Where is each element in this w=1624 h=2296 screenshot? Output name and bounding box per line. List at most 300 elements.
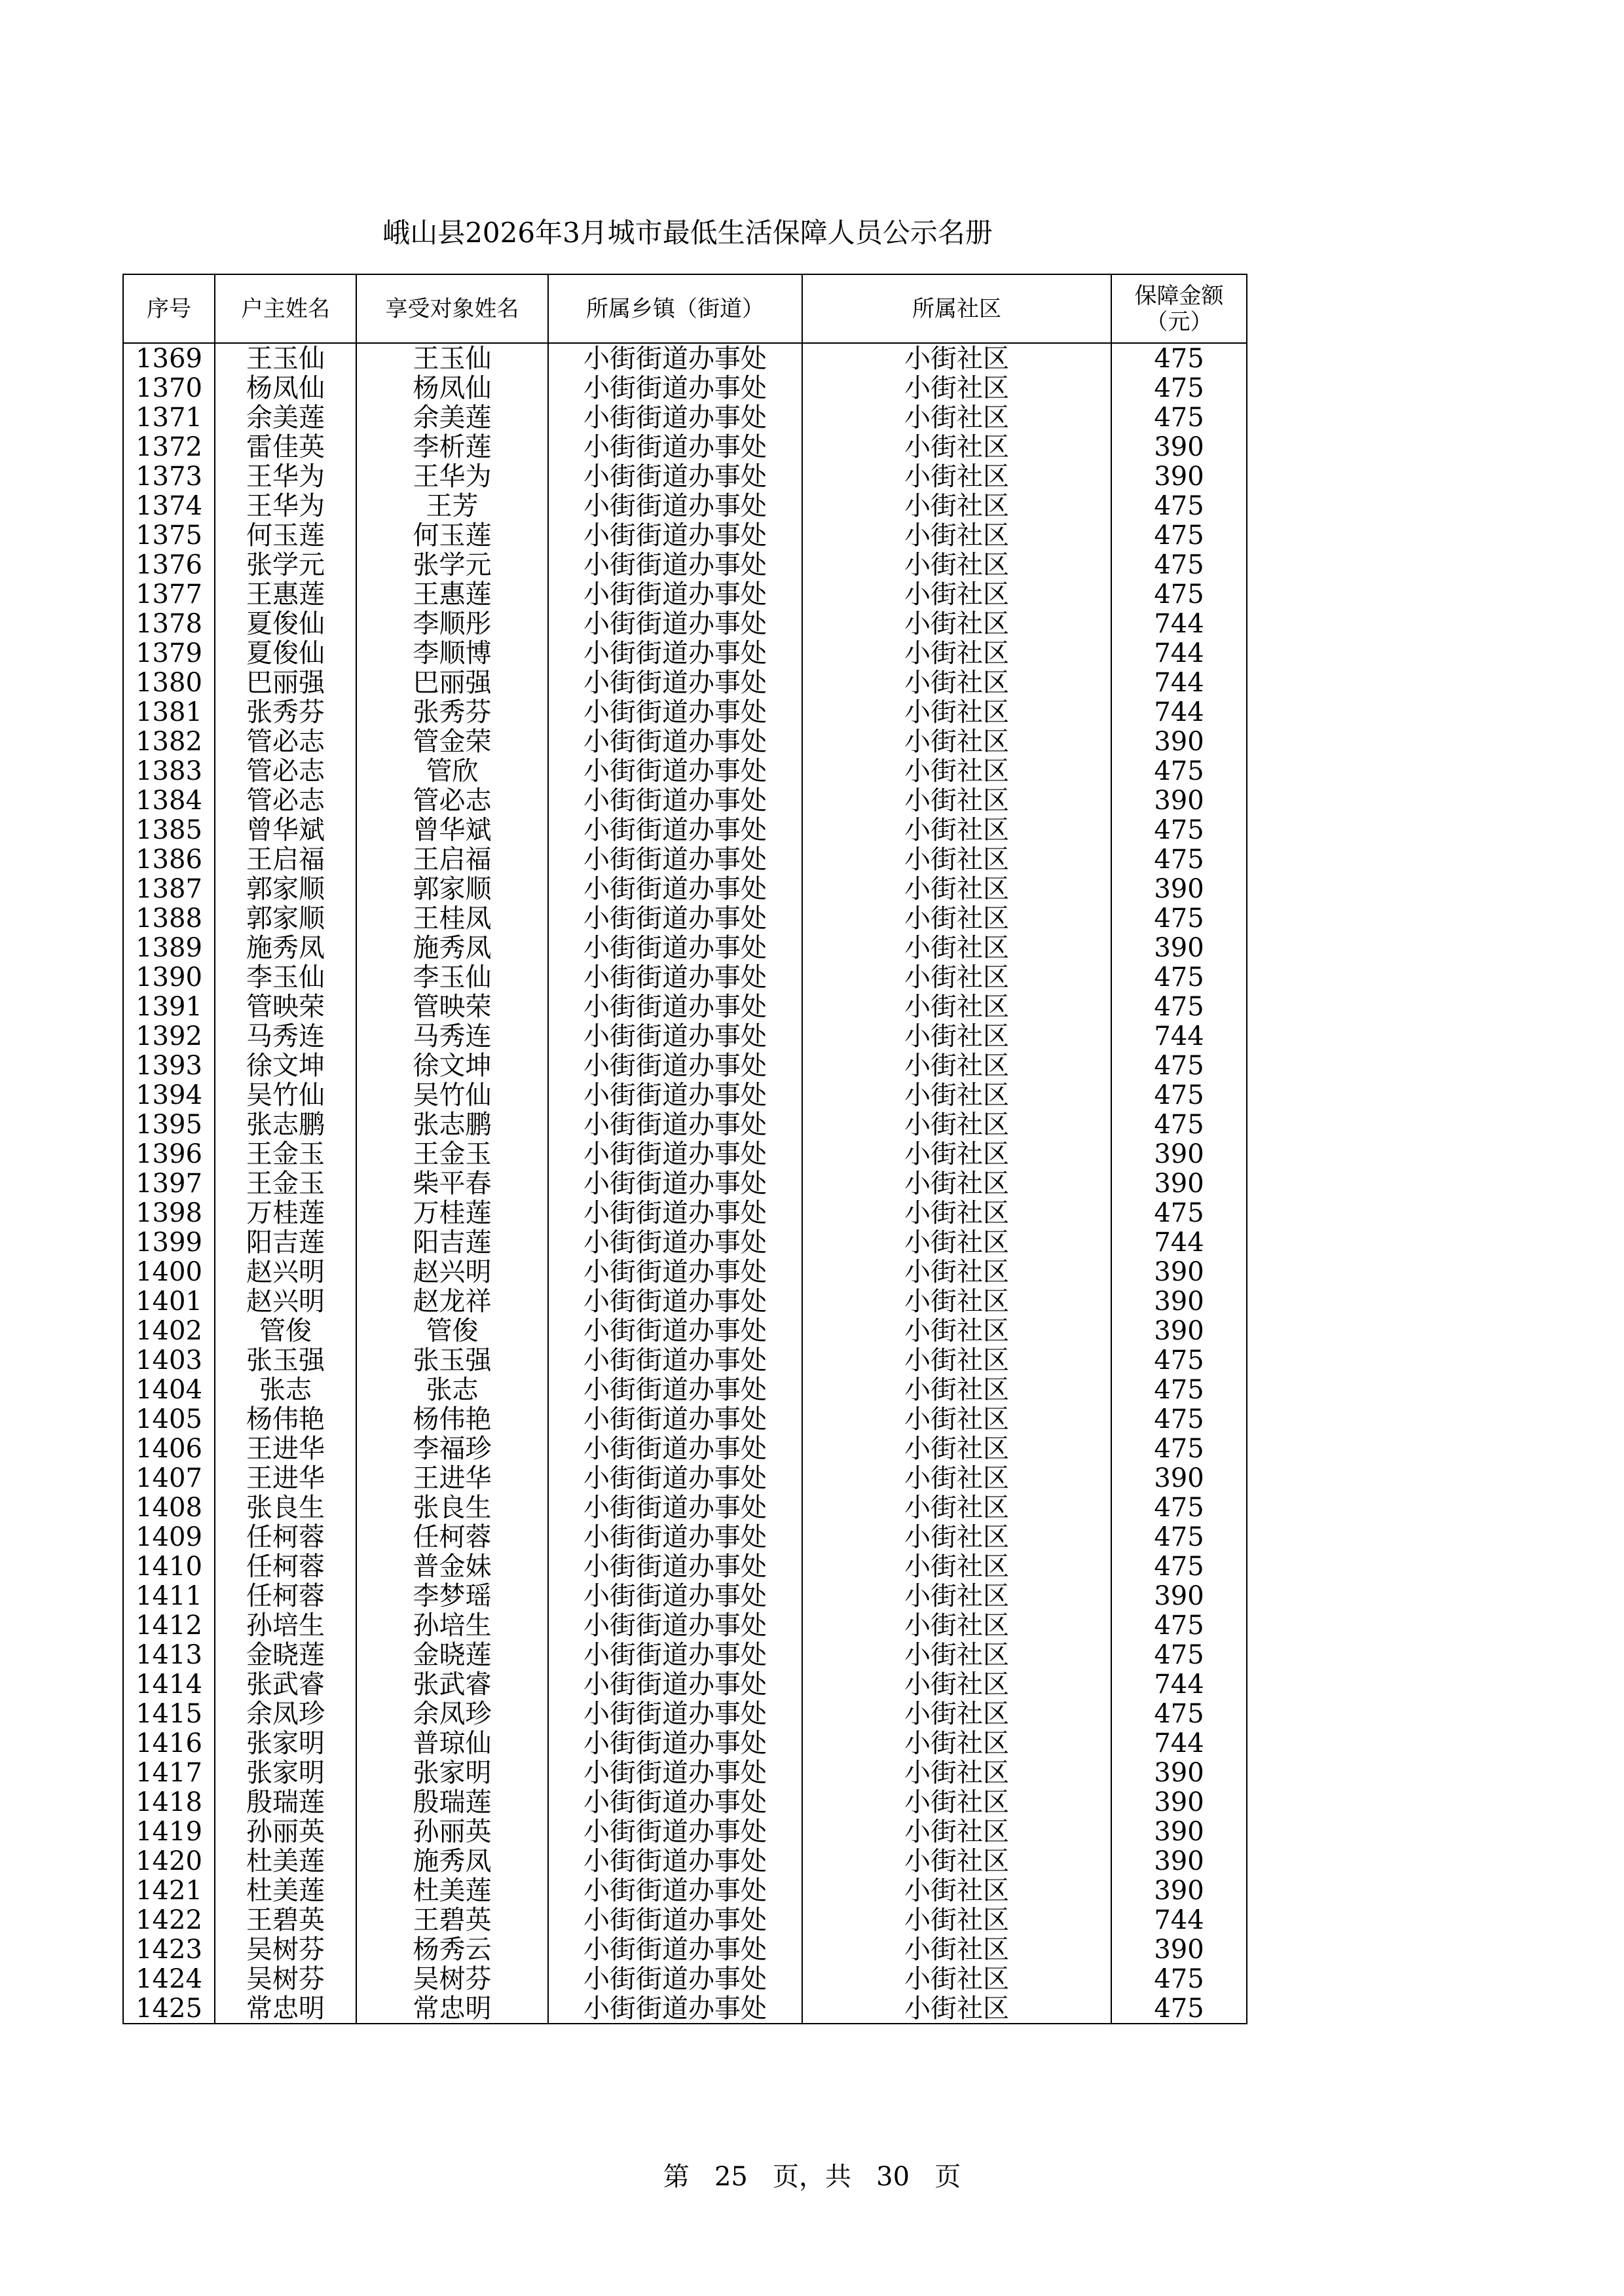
cell-seq: 1378 [123,609,215,638]
cell-seq: 1372 [123,432,215,462]
cell-community: 小街社区 [802,550,1111,579]
cell-beneficiary-name: 李梦瑶 [356,1581,548,1611]
table-row [123,1316,1247,1345]
table-row [123,638,1247,668]
cell-amount: 475 [1111,373,1247,403]
cell-amount: 390 [1111,1787,1247,1817]
cell-head-name: 王华为 [215,491,356,520]
table-row [123,1817,1247,1846]
cell-amount: 475 [1111,550,1247,579]
cell-head-name: 张志鹏 [215,1110,356,1139]
cell-beneficiary-name: 余凤珍 [356,1699,548,1728]
cell-township: 小街街道办事处 [548,1728,802,1758]
cell-township: 小街街道办事处 [548,1404,802,1434]
cell-head-name: 杨凤仙 [215,373,356,403]
cell-community: 小街社区 [802,1257,1111,1286]
table-row [123,1905,1247,1935]
cell-beneficiary-name: 杨秀云 [356,1935,548,1964]
cell-township: 小街街道办事处 [548,1080,802,1110]
table-row [123,1552,1247,1581]
cell-township: 小街街道办事处 [548,992,802,1021]
cell-head-name: 管必志 [215,727,356,756]
cell-amount: 475 [1111,1345,1247,1375]
table-row [123,874,1247,903]
cell-amount: 390 [1111,432,1247,462]
cell-seq: 1387 [123,874,215,903]
cell-head-name: 杜美莲 [215,1876,356,1905]
cell-beneficiary-name: 赵龙祥 [356,1286,548,1316]
table-row [123,1935,1247,1964]
cell-amount: 475 [1111,845,1247,874]
table-row [123,1463,1247,1493]
cell-beneficiary-name: 常忠明 [356,1994,548,2024]
table-row [123,403,1247,432]
cell-township: 小街街道办事处 [548,1198,802,1228]
cell-head-name: 王玉仙 [215,343,356,373]
cell-beneficiary-name: 王金玉 [356,1139,548,1169]
cell-community: 小街社区 [802,403,1111,432]
table-row [123,1758,1247,1787]
table-row [123,786,1247,815]
cell-community: 小街社区 [802,727,1111,756]
cell-beneficiary-name: 施秀凤 [356,933,548,962]
cell-amount: 390 [1111,1876,1247,1905]
cell-beneficiary-name: 杨凤仙 [356,373,548,403]
cell-seq: 1407 [123,1463,215,1493]
cell-community: 小街社区 [802,1493,1111,1522]
cell-beneficiary-name: 金晓莲 [356,1640,548,1669]
cell-township: 小街街道办事处 [548,1876,802,1905]
cell-township: 小街街道办事处 [548,550,802,579]
cell-beneficiary-name: 管映荣 [356,992,548,1021]
cell-amount: 390 [1111,1463,1247,1493]
cell-amount: 390 [1111,1316,1247,1345]
cell-head-name: 王进华 [215,1463,356,1493]
cell-head-name: 杜美莲 [215,1846,356,1876]
cell-head-name: 吴树芬 [215,1964,356,1994]
cell-head-name: 张武睿 [215,1669,356,1699]
col-header-seq: 序号 [123,274,215,343]
footer-suffix: 页 [934,2162,961,2192]
table-row [123,1611,1247,1640]
table-row [123,1994,1247,2024]
footer-page-number: 25 [714,2162,748,2192]
table-row [123,373,1247,403]
cell-community: 小街社区 [802,1139,1111,1169]
cell-beneficiary-name: 郭家顺 [356,874,548,903]
cell-amount: 475 [1111,992,1247,1021]
cell-head-name: 张家明 [215,1758,356,1787]
cell-township: 小街街道办事处 [548,1434,802,1463]
cell-community: 小街社区 [802,1110,1111,1139]
cell-beneficiary-name: 李顺博 [356,638,548,668]
cell-community: 小街社区 [802,1080,1111,1110]
cell-beneficiary-name: 张秀芬 [356,697,548,727]
cell-beneficiary-name: 杜美莲 [356,1876,548,1905]
cell-beneficiary-name: 李顺彤 [356,609,548,638]
cell-community: 小街社区 [802,992,1111,1021]
cell-township: 小街街道办事处 [548,1375,802,1404]
cell-community: 小街社区 [802,1463,1111,1493]
cell-community: 小街社区 [802,1286,1111,1316]
cell-head-name: 张家明 [215,1728,356,1758]
table-row [123,1345,1247,1375]
cell-community: 小街社区 [802,874,1111,903]
cell-community: 小街社区 [802,1552,1111,1581]
cell-beneficiary-name: 王桂凤 [356,903,548,933]
cell-community: 小街社区 [802,845,1111,874]
cell-community: 小街社区 [802,668,1111,697]
table-row [123,815,1247,845]
cell-community: 小街社区 [802,1817,1111,1846]
cell-seq: 1374 [123,491,215,520]
cell-community: 小街社区 [802,1994,1111,2024]
cell-community: 小街社区 [802,1964,1111,1994]
cell-beneficiary-name: 殷瑞莲 [356,1787,548,1817]
table-row [123,1493,1247,1522]
cell-seq: 1385 [123,815,215,845]
col-header-beneficiary: 享受对象姓名 [356,274,548,343]
cell-amount: 475 [1111,1404,1247,1434]
cell-township: 小街街道办事处 [548,520,802,550]
table-header-row [123,274,1247,343]
table-row [123,1110,1247,1139]
cell-beneficiary-name: 普金妹 [356,1552,548,1581]
cell-amount: 475 [1111,1522,1247,1552]
cell-amount: 744 [1111,1669,1247,1699]
footer-prefix: 第 [663,2162,690,2192]
cell-beneficiary-name: 孙培生 [356,1611,548,1640]
cell-township: 小街街道办事处 [548,1611,802,1640]
table-body [123,343,1247,2024]
cell-beneficiary-name: 李玉仙 [356,962,548,992]
table-row [123,1139,1247,1169]
page-title: 峨山县2026年3月城市最低生活保障人员公示名册 [382,217,993,249]
cell-seq: 1375 [123,520,215,550]
cell-community: 小街社区 [802,462,1111,491]
cell-amount: 475 [1111,343,1247,373]
cell-seq: 1405 [123,1404,215,1434]
cell-community: 小街社区 [802,1699,1111,1728]
cell-amount: 390 [1111,1286,1247,1316]
cell-head-name: 郭家顺 [215,874,356,903]
cell-seq: 1424 [123,1964,215,1994]
cell-township: 小街街道办事处 [548,609,802,638]
cell-amount: 475 [1111,1552,1247,1581]
cell-township: 小街街道办事处 [548,1817,802,1846]
table-row [123,697,1247,727]
cell-township: 小街街道办事处 [548,815,802,845]
cell-township: 小街街道办事处 [548,1846,802,1876]
col-header-township: 所属乡镇（街道） [548,274,802,343]
cell-community: 小街社区 [802,1611,1111,1640]
cell-seq: 1371 [123,403,215,432]
cell-head-name: 赵兴明 [215,1286,356,1316]
cell-amount: 744 [1111,697,1247,727]
cell-township: 小街街道办事处 [548,1758,802,1787]
cell-head-name: 任柯蓉 [215,1522,356,1552]
cell-seq: 1393 [123,1051,215,1080]
cell-seq: 1389 [123,933,215,962]
cell-amount: 475 [1111,1051,1247,1080]
table-row [123,520,1247,550]
cell-township: 小街街道办事处 [548,1051,802,1080]
table-row [123,1846,1247,1876]
table-row [123,933,1247,962]
cell-head-name: 王金玉 [215,1139,356,1169]
cell-community: 小街社区 [802,343,1111,373]
cell-seq: 1373 [123,462,215,491]
cell-seq: 1390 [123,962,215,992]
cell-seq: 1402 [123,1316,215,1345]
cell-amount: 390 [1111,727,1247,756]
cell-head-name: 金晓莲 [215,1640,356,1669]
cell-head-name: 管俊 [215,1316,356,1345]
cell-beneficiary-name: 王碧英 [356,1905,548,1935]
cell-community: 小街社区 [802,579,1111,609]
table-row [123,1728,1247,1758]
cell-amount: 475 [1111,1994,1247,2024]
table-row [123,845,1247,874]
table-row [123,432,1247,462]
cell-amount: 744 [1111,609,1247,638]
cell-beneficiary-name: 余美莲 [356,403,548,432]
cell-amount: 390 [1111,786,1247,815]
cell-beneficiary-name: 赵兴明 [356,1257,548,1286]
cell-township: 小街街道办事处 [548,786,802,815]
table-row [123,1257,1247,1286]
cell-community: 小街社区 [802,1228,1111,1257]
cell-head-name: 张志 [215,1375,356,1404]
cell-seq: 1422 [123,1905,215,1935]
cell-amount: 475 [1111,1434,1247,1463]
cell-community: 小街社区 [802,1935,1111,1964]
cell-amount: 475 [1111,815,1247,845]
cell-seq: 1394 [123,1080,215,1110]
cell-community: 小街社区 [802,1669,1111,1699]
cell-head-name: 郭家顺 [215,903,356,933]
cell-head-name: 杨伟艳 [215,1404,356,1434]
cell-township: 小街街道办事处 [548,1699,802,1728]
cell-head-name: 马秀连 [215,1021,356,1051]
footer-middle: 页，共 [773,2162,851,2192]
cell-township: 小街街道办事处 [548,403,802,432]
cell-beneficiary-name: 管金荣 [356,727,548,756]
cell-amount: 390 [1111,933,1247,962]
cell-head-name: 李玉仙 [215,962,356,992]
cell-township: 小街街道办事处 [548,1552,802,1581]
cell-seq: 1384 [123,786,215,815]
table-row [123,1051,1247,1080]
cell-amount: 390 [1111,1846,1247,1876]
cell-township: 小街街道办事处 [548,1640,802,1669]
cell-township: 小街街道办事处 [548,1669,802,1699]
cell-beneficiary-name: 万桂莲 [356,1198,548,1228]
cell-community: 小街社区 [802,1728,1111,1758]
cell-township: 小街街道办事处 [548,462,802,491]
cell-township: 小街街道办事处 [548,756,802,786]
cell-amount: 390 [1111,1139,1247,1169]
cell-head-name: 管必志 [215,786,356,815]
table-row [123,1375,1247,1404]
cell-amount: 475 [1111,903,1247,933]
table-row [123,462,1247,491]
cell-seq: 1423 [123,1935,215,1964]
col-header-amount [1111,274,1247,343]
footer-total-pages: 30 [876,2162,910,2192]
cell-township: 小街街道办事处 [548,1021,802,1051]
cell-beneficiary-name: 巴丽强 [356,668,548,697]
cell-head-name: 王惠莲 [215,579,356,609]
page-footer [0,2160,1624,2193]
table-row [123,491,1247,520]
cell-seq: 1421 [123,1876,215,1905]
cell-community: 小街社区 [802,491,1111,520]
cell-amount: 390 [1111,1169,1247,1198]
cell-seq: 1377 [123,579,215,609]
table-row [123,1964,1247,1994]
cell-beneficiary-name: 李析莲 [356,432,548,462]
cell-seq: 1383 [123,756,215,786]
cell-community: 小街社区 [802,1522,1111,1552]
table-row [123,579,1247,609]
cell-beneficiary-name: 曾华斌 [356,815,548,845]
cell-head-name: 施秀凤 [215,933,356,962]
cell-head-name: 张良生 [215,1493,356,1522]
cell-beneficiary-name: 张玉强 [356,1345,548,1375]
cell-amount: 475 [1111,1611,1247,1640]
cell-community: 小街社区 [802,1198,1111,1228]
cell-community: 小街社区 [802,815,1111,845]
col-header-amount-line1: 保障金额 [1134,282,1224,309]
beneficiary-table [122,274,1247,2024]
cell-community: 小街社区 [802,609,1111,638]
cell-township: 小街街道办事处 [548,1286,802,1316]
cell-seq: 1404 [123,1375,215,1404]
cell-beneficiary-name: 王芳 [356,491,548,520]
cell-seq: 1413 [123,1640,215,1669]
cell-township: 小街街道办事处 [548,903,802,933]
cell-amount: 475 [1111,1964,1247,1994]
cell-seq: 1391 [123,992,215,1021]
cell-seq: 1406 [123,1434,215,1463]
cell-amount: 475 [1111,491,1247,520]
cell-community: 小街社区 [802,1404,1111,1434]
cell-community: 小街社区 [802,1021,1111,1051]
cell-beneficiary-name: 任柯蓉 [356,1522,548,1552]
cell-seq: 1386 [123,845,215,874]
cell-head-name: 吴竹仙 [215,1080,356,1110]
cell-head-name: 夏俊仙 [215,609,356,638]
cell-beneficiary-name: 管必志 [356,786,548,815]
cell-seq: 1414 [123,1669,215,1699]
cell-township: 小街街道办事处 [548,638,802,668]
cell-beneficiary-name: 普琼仙 [356,1728,548,1758]
cell-seq: 1418 [123,1787,215,1817]
cell-seq: 1409 [123,1522,215,1552]
cell-community: 小街社区 [802,1846,1111,1876]
cell-seq: 1419 [123,1817,215,1846]
table-row [123,1021,1247,1051]
cell-community: 小街社区 [802,1169,1111,1198]
cell-seq: 1403 [123,1345,215,1375]
cell-head-name: 万桂莲 [215,1198,356,1228]
cell-community: 小街社区 [802,1905,1111,1935]
cell-amount: 744 [1111,638,1247,668]
cell-head-name: 任柯蓉 [215,1552,356,1581]
cell-community: 小街社区 [802,1316,1111,1345]
cell-head-name: 何玉莲 [215,520,356,550]
cell-community: 小街社区 [802,1345,1111,1375]
cell-township: 小街街道办事处 [548,1522,802,1552]
cell-community: 小街社区 [802,520,1111,550]
col-header-head: 户主姓名 [215,274,356,343]
table-row [123,550,1247,579]
col-header-amount-line2: （元） [1145,308,1213,335]
cell-community: 小街社区 [802,1434,1111,1463]
cell-beneficiary-name: 吴竹仙 [356,1080,548,1110]
cell-amount: 475 [1111,579,1247,609]
cell-community: 小街社区 [802,1051,1111,1080]
cell-seq: 1392 [123,1021,215,1051]
cell-community: 小街社区 [802,933,1111,962]
cell-amount: 744 [1111,1728,1247,1758]
cell-community: 小街社区 [802,962,1111,992]
table-row [123,1640,1247,1669]
cell-beneficiary-name: 张志 [356,1375,548,1404]
table-row [123,1787,1247,1817]
cell-amount: 744 [1111,1228,1247,1257]
cell-community: 小街社区 [802,1758,1111,1787]
table-row [123,1080,1247,1110]
cell-township: 小街街道办事处 [548,1581,802,1611]
cell-beneficiary-name: 管俊 [356,1316,548,1345]
cell-amount: 475 [1111,756,1247,786]
cell-township: 小街街道办事处 [548,1787,802,1817]
table-row [123,727,1247,756]
cell-township: 小街街道办事处 [548,933,802,962]
table-row [123,1198,1247,1228]
cell-head-name: 阳吉莲 [215,1228,356,1257]
cell-amount: 744 [1111,1021,1247,1051]
cell-amount: 475 [1111,403,1247,432]
cell-amount: 390 [1111,462,1247,491]
table-row [123,1169,1247,1198]
cell-amount: 475 [1111,1493,1247,1522]
cell-head-name: 任柯蓉 [215,1581,356,1611]
cell-amount: 390 [1111,1758,1247,1787]
cell-township: 小街街道办事处 [548,1493,802,1522]
cell-beneficiary-name: 马秀连 [356,1021,548,1051]
cell-amount: 475 [1111,962,1247,992]
cell-beneficiary-name: 管欣 [356,756,548,786]
cell-seq: 1415 [123,1699,215,1728]
cell-amount: 475 [1111,1198,1247,1228]
col-header-community: 所属社区 [802,274,1111,343]
table-row [123,962,1247,992]
cell-community: 小街社区 [802,1876,1111,1905]
cell-head-name: 赵兴明 [215,1257,356,1286]
cell-beneficiary-name: 张家明 [356,1758,548,1787]
cell-seq: 1401 [123,1286,215,1316]
table-row [123,668,1247,697]
cell-community: 小街社区 [802,1640,1111,1669]
cell-seq: 1379 [123,638,215,668]
table-row [123,1434,1247,1463]
table-row [123,992,1247,1021]
cell-seq: 1410 [123,1552,215,1581]
cell-head-name: 徐文坤 [215,1051,356,1080]
